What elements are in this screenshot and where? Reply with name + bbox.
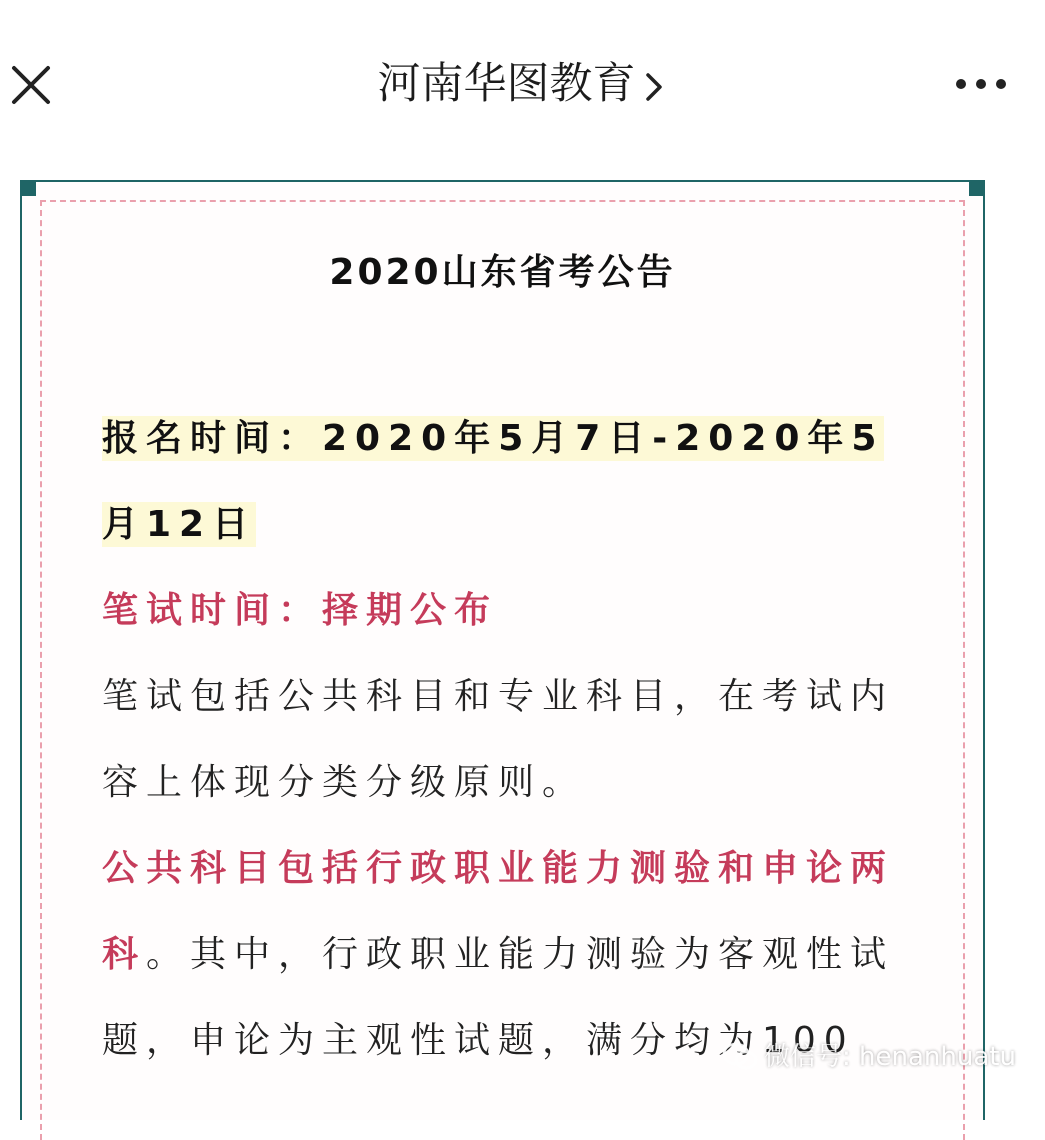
- public-subjects-emphasis: 公共科目包括行政职业能力测验和申论两科: [102, 848, 895, 975]
- paragraph-subjects: 笔试包括公共科目和专业科目，在考试内容上体现分类分级原则。: [102, 676, 895, 803]
- article-body: [102, 396, 912, 1084]
- article-title: 2020山东省考公告: [329, 252, 676, 293]
- registration-time-line: [102, 396, 912, 568]
- public-subjects-detail: 。其中，行政职业能力测验为客观性试题，申论为主观性试题，满分均为100: [102, 934, 895, 1061]
- top-navigation-bar: [0, 0, 1045, 150]
- card-corner-decoration: [969, 180, 985, 196]
- registration-time: 报名时间：2020年5月7日-2020年5月12日: [102, 418, 885, 545]
- exam-time: 笔试时间：择期公布: [102, 590, 499, 631]
- wechat-watermark: [722, 1033, 1016, 1081]
- account-name: 河南华图教育: [377, 59, 636, 109]
- wechat-icon: [722, 1042, 758, 1072]
- watermark-text: 微信号: henanhuatu: [764, 1042, 1016, 1072]
- more-dots-icon[interactable]: [955, 76, 1007, 92]
- chevron-right-icon: [640, 67, 668, 107]
- card-corner-decoration: [20, 180, 36, 196]
- account-title-link[interactable]: [0, 52, 1045, 116]
